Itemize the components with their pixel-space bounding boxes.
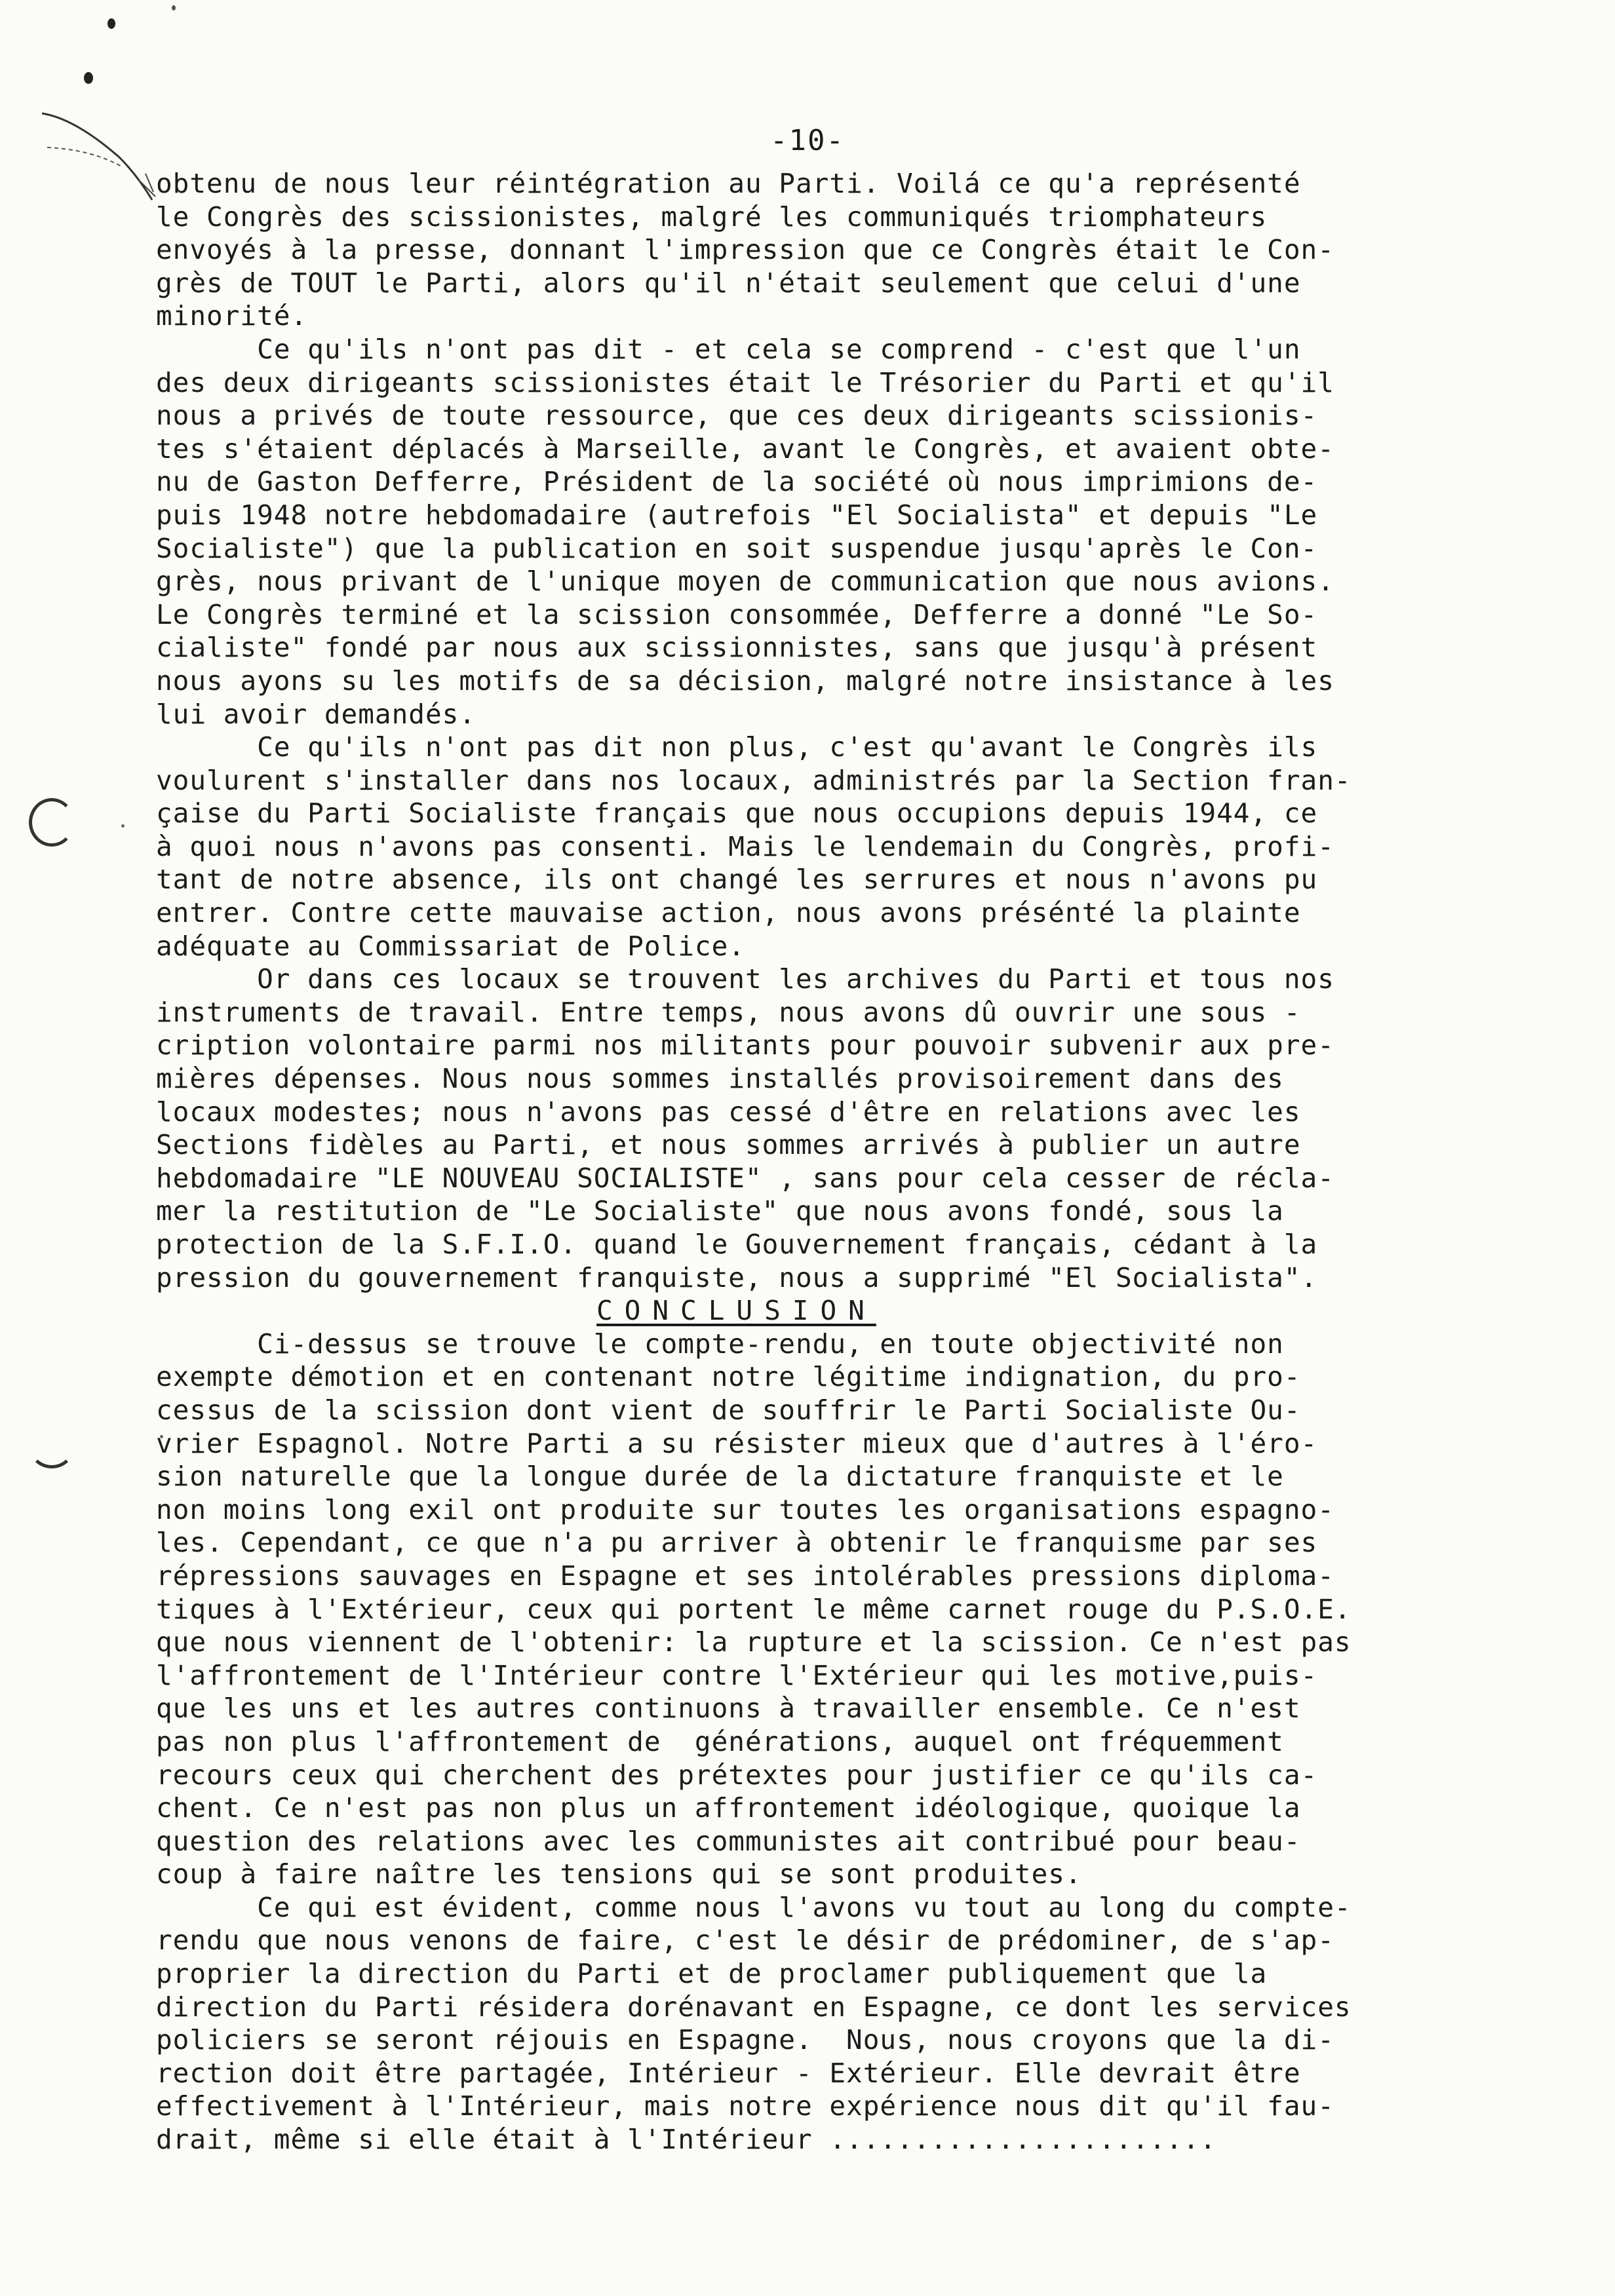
text-line: Socialiste") que la publication en soit suspendue jusqu'après le Con- <box>156 532 1318 564</box>
paragraph <box>156 333 1526 731</box>
body-text <box>156 167 1526 2156</box>
text-line: adéquate au Commissariat de Police. <box>156 930 745 962</box>
text-line: cessus de la scission dont vient de souffrir le Parti Socialiste Ou- <box>156 1394 1301 1426</box>
text-line: les. Cependant, ce que n'a pu arriver à obtenir le franquisme par ses <box>156 1527 1318 1559</box>
paragraph <box>156 731 1526 963</box>
ink-speck <box>84 72 93 84</box>
paragraph <box>156 167 1526 333</box>
text-line: coup à faire naître les tensions qui se sont produites. <box>156 1858 1082 1890</box>
text-line: vrier Espagnol. Notre Parti a su résister mieux que d'autres à l'éro- <box>156 1427 1318 1459</box>
text-line: Ce qu'ils n'ont pas dit - et cela se comprend - c'est que l'un <box>156 333 1301 365</box>
text-line: voulurent s'installer dans nos locaux, administrés par la Section fran- <box>156 764 1352 796</box>
text-line: effectivement à l'Intérieur, mais notre expérience nous dit qu'il fau- <box>156 2090 1334 2122</box>
text-line: tant de notre absence, ils ont changé les serrures et nous n'avons pu <box>156 864 1318 896</box>
text-line: locaux modestes; nous n'avons pas cessé d'être en relations avec les <box>156 1096 1301 1128</box>
text-line: exempte démotion et en contenant notre légitime indignation, du pro- <box>156 1361 1301 1393</box>
text-line: mer la restitution de "Le Socialiste" que nous avons fondé, sous la <box>156 1195 1284 1227</box>
text-line: Sections fidèles au Parti, et nous sommes arrivés à publier un autre <box>156 1129 1301 1161</box>
text-line: obtenu de nous leur réintégration au Parti. Voilá ce qu'a représenté <box>156 168 1301 199</box>
text-line: pression du gouvernement franquiste, nous a supprimé "El Socialista". <box>156 1261 1318 1293</box>
text-line: Le Congrès terminé et la scission consommée, Defferre a donné "Le So- <box>156 598 1318 630</box>
text-line: cialiste" fondé par nous aux scissionnistes, sans que jusqu'à présent <box>156 632 1318 664</box>
text-line: question des relations avec les communistes ait contribué pour beau- <box>156 1825 1301 1857</box>
text-line: minorité. <box>156 300 308 332</box>
text-line: Or dans ces locaux se trouvent les archives du Parti et tous nos <box>156 963 1334 995</box>
text-line: sion naturelle que la longue durée de la dictature franquiste et le <box>156 1461 1284 1493</box>
text-line: instruments de travail. Entre temps, nous avons dû ouvrir une sous - <box>156 996 1301 1028</box>
text-line: nu de Gaston Defferre, Président de la société où nous imprimions de- <box>156 466 1318 498</box>
text-line: que les uns et les autres continuons à travailler ensemble. Ce n'est <box>156 1693 1301 1725</box>
pen-scratch-mark <box>41 108 159 206</box>
text-line: grès, nous privant de l'unique moyen de communication que nous avions. <box>156 565 1334 598</box>
ink-speck <box>172 5 176 10</box>
paragraph <box>156 963 1526 1294</box>
text-line: le Congrès des scissionistes, malgré les communiqués triomphateurs <box>156 201 1268 233</box>
text-line: protection de la S.F.I.O. quand le Gouvernement français, cédant à la <box>156 1229 1318 1260</box>
text-line: çaise du Parti Socialiste français que nous occupions depuis 1944, ce <box>156 797 1318 830</box>
page-number: -10- <box>770 124 845 157</box>
ink-speck <box>121 824 125 828</box>
text-line: grès de TOUT le Parti, alors qu'il n'était seulement que celui d'une <box>156 267 1301 299</box>
text-line: mières dépenses. Nous nous sommes installés provisoirement dans des <box>156 1063 1284 1095</box>
paragraph <box>156 1328 1526 1891</box>
text-line: pas non plus l'affrontement de générations, auquel ont fréquemment <box>156 1725 1284 1757</box>
text-line: répressions sauvages en Espagne et ses intolérables pressions diploma- <box>156 1559 1334 1592</box>
text-line: cription volontaire parmi nos militants pour pouvoir subvenir aux pre- <box>156 1029 1334 1062</box>
text-line: lui avoir demandés. <box>156 698 476 730</box>
text-line: nous ayons su les motifs de sa décision, malgré notre insistance à les <box>156 664 1334 697</box>
text-line: recours ceux qui cherchent des prétextes pour justifier ce qu'ils ca- <box>156 1759 1318 1791</box>
text-line: que nous viennent de l'obtenir: la rupture et la scission. Ce n'est pas <box>156 1626 1352 1658</box>
text-line: à quoi nous n'avons pas consenti. Mais le lendemain du Congrès, profi- <box>156 830 1334 862</box>
text-line: puis 1948 notre hebdomadaire (autrefois "El Socialista" et depuis "Le <box>156 499 1318 531</box>
text-line: proprier la direction du Parti et de proclamer publiquement que la <box>156 1958 1268 1990</box>
text-line: rendu que nous venons de faire, c'est le désir de prédominer, de s'ap- <box>156 1924 1334 1957</box>
text-line: direction du Parti résidera dorénavant en Espagne, ce dont les services <box>156 1991 1352 2023</box>
text-line: entrer. Contre cette mauvaise action, nous avons présénté la plainte <box>156 897 1301 929</box>
text-line: Ci-dessus se trouve le compte-rendu, en toute objectivité non <box>156 1328 1284 1360</box>
text-line: tes s'étaient déplacés à Marseille, avant le Congrès, et avaient obte- <box>156 432 1334 465</box>
text-line: policiers se seront réjouis en Espagne. Nous, nous croyons que la di- <box>156 2024 1334 2056</box>
text-line: tiques à l'Extérieur, ceux qui portent le même carnet rouge du P.S.O.E. <box>156 1593 1352 1625</box>
ink-speck <box>107 18 115 29</box>
text-line: non moins long exil ont produite sur toutes les organisations espagno- <box>156 1493 1334 1525</box>
text-line: Ce qui est évident, comme nous l'avons vu tout au long du compte- <box>156 1891 1352 1923</box>
text-line: nous a privés de toute ressource, que ces deux dirigeants scissionis- <box>156 400 1318 432</box>
text-line: des deux dirigeants scissionistes était le Trésorier du Parti et qu'il <box>156 366 1334 398</box>
section-heading-row <box>156 1294 1526 1328</box>
text-line: hebdomadaire "LE NOUVEAU SOCIALISTE" , sans pour cela cesser de récla- <box>156 1162 1334 1194</box>
binder-hole-mark <box>29 1425 75 1468</box>
section-heading: CONCLUSION <box>596 1295 876 1327</box>
text-line: Ce qu'ils n'ont pas dit non plus, c'est qu'avant le Congrès ils <box>156 731 1318 763</box>
text-line: l'affrontement de l'Intérieur contre l'Extérieur qui les motive,puis- <box>156 1659 1318 1691</box>
binder-hole-mark <box>29 798 75 847</box>
paragraph <box>156 1891 1526 2156</box>
text-line: drait, même si elle était à l'Intérieur ....................... <box>156 2124 1217 2156</box>
text-line: envoyés à la presse, donnant l'impression que ce Congrès était le Con- <box>156 234 1334 266</box>
text-line: rection doit être partagée, Intérieur - Extérieur. Elle devrait être <box>156 2057 1301 2089</box>
text-line: chent. Ce n'est pas non plus un affrontement idéologique, quoique la <box>156 1792 1301 1824</box>
